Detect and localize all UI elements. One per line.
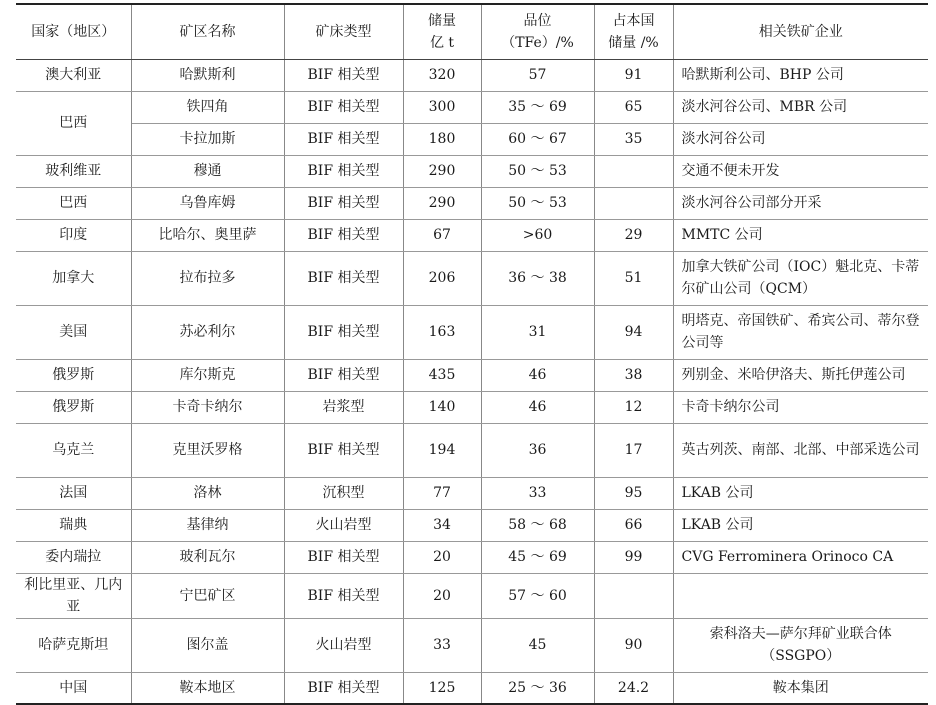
cell-reserve: 34 — [403, 509, 481, 541]
cell-share — [594, 155, 673, 187]
cell-reserve: 290 — [403, 155, 481, 187]
table-row — [16, 219, 928, 251]
cell-share: 91 — [594, 59, 673, 91]
cell-country: 中国 — [16, 672, 131, 704]
table-row — [16, 187, 928, 219]
cell-country: 加拿大 — [16, 251, 131, 305]
cell-company: 索科洛夫—萨尔拜矿业联合体（SSGPO） — [673, 618, 928, 672]
cell-company: CVG Ferrominera Orinoco CA — [673, 541, 928, 573]
cell-share: 95 — [594, 477, 673, 509]
cell-country: 美国 — [16, 305, 131, 359]
cell-share: 99 — [594, 541, 673, 573]
cell-reserve: 67 — [403, 219, 481, 251]
cell-reserve: 77 — [403, 477, 481, 509]
cell-grade: 57 ～ 60 — [481, 573, 594, 618]
cell-country: 巴西 — [16, 91, 131, 155]
cell-mine: 穆通 — [131, 155, 284, 187]
iron-ore-deposits-table — [16, 3, 928, 705]
cell-mine: 乌鲁库姆 — [131, 187, 284, 219]
header-country: 国家（地区） — [16, 4, 131, 59]
cell-share: 24.2 — [594, 672, 673, 704]
cell-grade: 45 ～ 69 — [481, 541, 594, 573]
cell-share: 94 — [594, 305, 673, 359]
cell-grade: 58 ～ 68 — [481, 509, 594, 541]
cell-country: 委内瑞拉 — [16, 541, 131, 573]
cell-type: 岩浆型 — [284, 391, 403, 423]
cell-type: BIF 相关型 — [284, 251, 403, 305]
cell-mine: 玻利瓦尔 — [131, 541, 284, 573]
cell-country: 玻利维亚 — [16, 155, 131, 187]
cell-share: 35 — [594, 123, 673, 155]
cell-mine: 比哈尔、奥里萨 — [131, 219, 284, 251]
cell-type: BIF 相关型 — [284, 155, 403, 187]
cell-reserve: 290 — [403, 187, 481, 219]
header-grade — [481, 4, 594, 59]
cell-type: 沉积型 — [284, 477, 403, 509]
cell-company: 淡水河谷公司、MBR 公司 — [673, 91, 928, 123]
cell-type: BIF 相关型 — [284, 423, 403, 477]
cell-type: 火山岩型 — [284, 618, 403, 672]
cell-company: 列别金、米哈伊洛夫、斯托伊莲公司 — [673, 359, 928, 391]
table-row — [16, 59, 928, 91]
cell-type: BIF 相关型 — [284, 305, 403, 359]
cell-company — [673, 573, 928, 618]
cell-country: 瑞典 — [16, 509, 131, 541]
cell-country: 利比里亚、几内亚 — [16, 573, 131, 618]
table-row — [16, 305, 928, 359]
cell-type: BIF 相关型 — [284, 123, 403, 155]
cell-reserve: 20 — [403, 541, 481, 573]
cell-grade: 50 ～ 53 — [481, 155, 594, 187]
cell-reserve: 300 — [403, 91, 481, 123]
cell-share: 38 — [594, 359, 673, 391]
cell-share: 29 — [594, 219, 673, 251]
cell-type: BIF 相关型 — [284, 573, 403, 618]
cell-company: 明塔克、帝国铁矿、希宾公司、蒂尔登公司等 — [673, 305, 928, 359]
cell-company: 加拿大铁矿公司（IOC）魁北克、卡蒂尔矿山公司（QCM） — [673, 251, 928, 305]
cell-country: 印度 — [16, 219, 131, 251]
cell-country: 乌克兰 — [16, 423, 131, 477]
cell-country: 法国 — [16, 477, 131, 509]
cell-type: BIF 相关型 — [284, 59, 403, 91]
cell-mine: 铁四角 — [131, 91, 284, 123]
cell-country: 俄罗斯 — [16, 359, 131, 391]
cell-mine: 基律纳 — [131, 509, 284, 541]
cell-company: 淡水河谷公司 — [673, 123, 928, 155]
cell-type: BIF 相关型 — [284, 91, 403, 123]
cell-share: 65 — [594, 91, 673, 123]
cell-grade: 60 ～ 67 — [481, 123, 594, 155]
cell-mine: 卡拉加斯 — [131, 123, 284, 155]
header-reserve-line2: 亿 t — [429, 34, 455, 51]
header-reserve — [403, 4, 481, 59]
header-mine: 矿区名称 — [131, 4, 284, 59]
cell-share — [594, 573, 673, 618]
table-row — [16, 359, 928, 391]
cell-reserve: 140 — [403, 391, 481, 423]
cell-company: LKAB 公司 — [673, 477, 928, 509]
cell-mine: 苏必利尔 — [131, 305, 284, 359]
cell-share: 90 — [594, 618, 673, 672]
cell-grade: 25 ～ 36 — [481, 672, 594, 704]
cell-mine: 宁巴矿区 — [131, 573, 284, 618]
cell-reserve: 320 — [403, 59, 481, 91]
cell-type: BIF 相关型 — [284, 672, 403, 704]
cell-grade: 33 — [481, 477, 594, 509]
cell-country: 澳大利亚 — [16, 59, 131, 91]
table-row — [16, 423, 928, 477]
header-grade-line2: （TFe）/% — [501, 34, 574, 51]
cell-share: 17 — [594, 423, 673, 477]
table-row — [16, 477, 928, 509]
cell-company: 英古列茨、南部、北部、中部采选公司 — [673, 423, 928, 477]
cell-mine: 拉布拉多 — [131, 251, 284, 305]
cell-mine: 哈默斯利 — [131, 59, 284, 91]
cell-grade: 46 — [481, 359, 594, 391]
table-row — [16, 541, 928, 573]
cell-grade: 46 — [481, 391, 594, 423]
header-grade-line1: 品位 — [523, 12, 552, 29]
table-row — [16, 509, 928, 541]
cell-mine: 图尔盖 — [131, 618, 284, 672]
cell-share: 12 — [594, 391, 673, 423]
cell-grade: >60 — [481, 219, 594, 251]
cell-country: 哈萨克斯坦 — [16, 618, 131, 672]
cell-mine: 克里沃罗格 — [131, 423, 284, 477]
cell-reserve: 163 — [403, 305, 481, 359]
header-share-line2: 储量 /% — [608, 34, 659, 51]
table-row — [16, 573, 928, 618]
cell-mine: 鞍本地区 — [131, 672, 284, 704]
cell-type: BIF 相关型 — [284, 219, 403, 251]
cell-grade: 50 ～ 53 — [481, 187, 594, 219]
cell-grade: 36 — [481, 423, 594, 477]
cell-grade: 57 — [481, 59, 594, 91]
header-share — [594, 4, 673, 59]
table-row — [16, 91, 928, 123]
cell-company: 哈默斯利公司、BHP 公司 — [673, 59, 928, 91]
cell-company: 鞍本集团 — [673, 672, 928, 704]
cell-reserve: 125 — [403, 672, 481, 704]
table-row — [16, 123, 928, 155]
cell-country: 俄罗斯 — [16, 391, 131, 423]
table-header — [16, 4, 928, 59]
cell-company: MMTC 公司 — [673, 219, 928, 251]
cell-grade: 31 — [481, 305, 594, 359]
cell-type: BIF 相关型 — [284, 541, 403, 573]
cell-type: BIF 相关型 — [284, 187, 403, 219]
table-row — [16, 251, 928, 305]
cell-reserve: 20 — [403, 573, 481, 618]
cell-reserve: 206 — [403, 251, 481, 305]
header-type: 矿床类型 — [284, 4, 403, 59]
header-share-line1: 占本国 — [612, 12, 655, 29]
cell-share — [594, 187, 673, 219]
cell-mine: 库尔斯克 — [131, 359, 284, 391]
header-row — [16, 4, 928, 59]
cell-grade: 36 ～ 38 — [481, 251, 594, 305]
cell-company: 交通不便未开发 — [673, 155, 928, 187]
cell-reserve: 435 — [403, 359, 481, 391]
table-row — [16, 672, 928, 704]
header-reserve-line1: 储量 — [428, 12, 456, 29]
cell-share: 66 — [594, 509, 673, 541]
cell-reserve: 194 — [403, 423, 481, 477]
cell-company: LKAB 公司 — [673, 509, 928, 541]
table-body — [16, 59, 928, 704]
table-row — [16, 155, 928, 187]
cell-company: 卡奇卡纳尔公司 — [673, 391, 928, 423]
cell-type: 火山岩型 — [284, 509, 403, 541]
cell-share: 51 — [594, 251, 673, 305]
cell-type: BIF 相关型 — [284, 359, 403, 391]
cell-company: 淡水河谷公司部分开采 — [673, 187, 928, 219]
header-company: 相关铁矿企业 — [673, 4, 928, 59]
cell-grade: 35 ～ 69 — [481, 91, 594, 123]
cell-mine: 洛林 — [131, 477, 284, 509]
table-row — [16, 618, 928, 672]
cell-reserve: 33 — [403, 618, 481, 672]
table-row — [16, 391, 928, 423]
cell-grade: 45 — [481, 618, 594, 672]
cell-mine: 卡奇卡纳尔 — [131, 391, 284, 423]
cell-country: 巴西 — [16, 187, 131, 219]
cell-reserve: 180 — [403, 123, 481, 155]
